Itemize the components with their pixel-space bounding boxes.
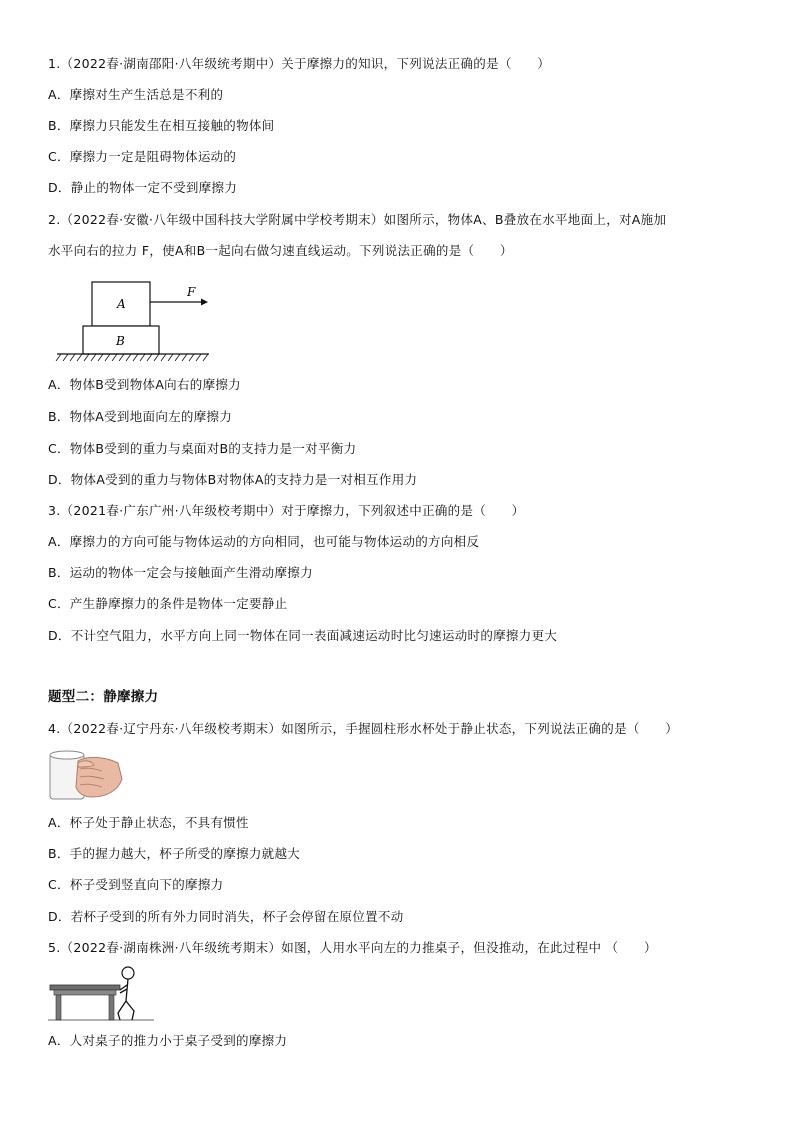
q1-option-b: B．摩擦力只能发生在相互接触的物体间 <box>48 118 275 133</box>
q3-stem: 3.（2021春·广东广州·八年级校考期中）对于摩擦力，下列叙述中正确的是（ ） <box>48 503 525 518</box>
section-heading: 题型二：静摩擦力 <box>48 689 159 705</box>
q4-stem: 4.（2022春·辽宁丹东·八年级校考期末）如图所示，手握圆柱形水杯处于静止状态，下列说法正确的是（ ） <box>48 721 679 736</box>
q2-stem-line2: 水平向右的拉力 F，使A和B一起向右做匀速直线运动。下列说法正确的是（ ） <box>48 243 513 258</box>
q4-option-c: C．杯子受到竖直向下的摩擦力 <box>48 877 224 892</box>
force-arrowhead <box>201 299 208 306</box>
q1-stem: 1.（2022春·湖南邵阳·八年级统考期中）关于摩擦力的知识，下列说法正确的是（ ） <box>48 56 551 71</box>
q3-option-c: C．产生静摩擦力的条件是物体一定要静止 <box>48 596 288 611</box>
block-a-label: A <box>117 297 126 311</box>
q4-hand-cup-figure <box>48 749 124 803</box>
force-label: F <box>187 285 196 299</box>
q4-option-a: A．杯子处于静止状态，不具有惯性 <box>48 815 249 830</box>
q3-option-a: A．摩擦力的方向可能与物体运动的方向相同，也可能与物体运动的方向相反 <box>48 534 480 549</box>
q1-option-d: D．静止的物体一定不受到摩擦力 <box>48 180 238 195</box>
table-top <box>50 985 120 990</box>
q5-option-a: A．人对桌子的推力小于桌子受到的摩擦力 <box>48 1033 288 1048</box>
ground-hatch <box>56 354 208 361</box>
q4-option-b: B．手的握力越大，杯子所受的摩擦力就越大 <box>48 846 301 861</box>
q2-option-a: A．物体B受到物体A向右的摩擦力 <box>48 377 241 392</box>
q2-stem-line1: 2.（2022春·安徽·八年级中国科技大学附属中学校考期末）如图所示，物体A、B叠放在水平地面上，对A施加 <box>48 212 667 227</box>
table-leg-right <box>109 995 114 1020</box>
q2-option-c: C．物体B受到的重力与桌面对B的支持力是一对平衡力 <box>48 441 357 456</box>
q4-option-d: D．若杯子受到的所有外力同时消失，杯子会停留在原位置不动 <box>48 909 404 924</box>
block-b-label: B <box>116 334 125 348</box>
q1-option-a: A．摩擦对生产生活总是不利的 <box>48 87 224 102</box>
table-leg-left <box>56 995 61 1020</box>
table-apron <box>54 990 116 995</box>
q3-option-d: D．不计空气阻力，水平方向上同一物体在同一表面减速运动时比匀速运动时的摩擦力更大 <box>48 628 558 643</box>
q1-option-c: C．摩擦力一定是阻碍物体运动的 <box>48 149 237 164</box>
person-head <box>122 967 134 979</box>
q2-option-d: D．物体A受到的重力与物体B对物体A的支持力是一对相互作用力 <box>48 472 418 487</box>
q3-option-b: B．运动的物体一定会与接触面产生滑动摩擦力 <box>48 565 313 580</box>
q2-option-b: B．物体A受到地面向左的摩擦力 <box>48 409 233 424</box>
q5-stem: 5.（2022春·湖南株洲·八年级统考期末）如图，人用水平向左的力推桌子，但没推动，在此过程中 （ ） <box>48 940 657 955</box>
q2-blocks-figure <box>55 280 215 366</box>
cup-rim <box>50 751 84 759</box>
q5-push-table-figure <box>48 965 158 1025</box>
